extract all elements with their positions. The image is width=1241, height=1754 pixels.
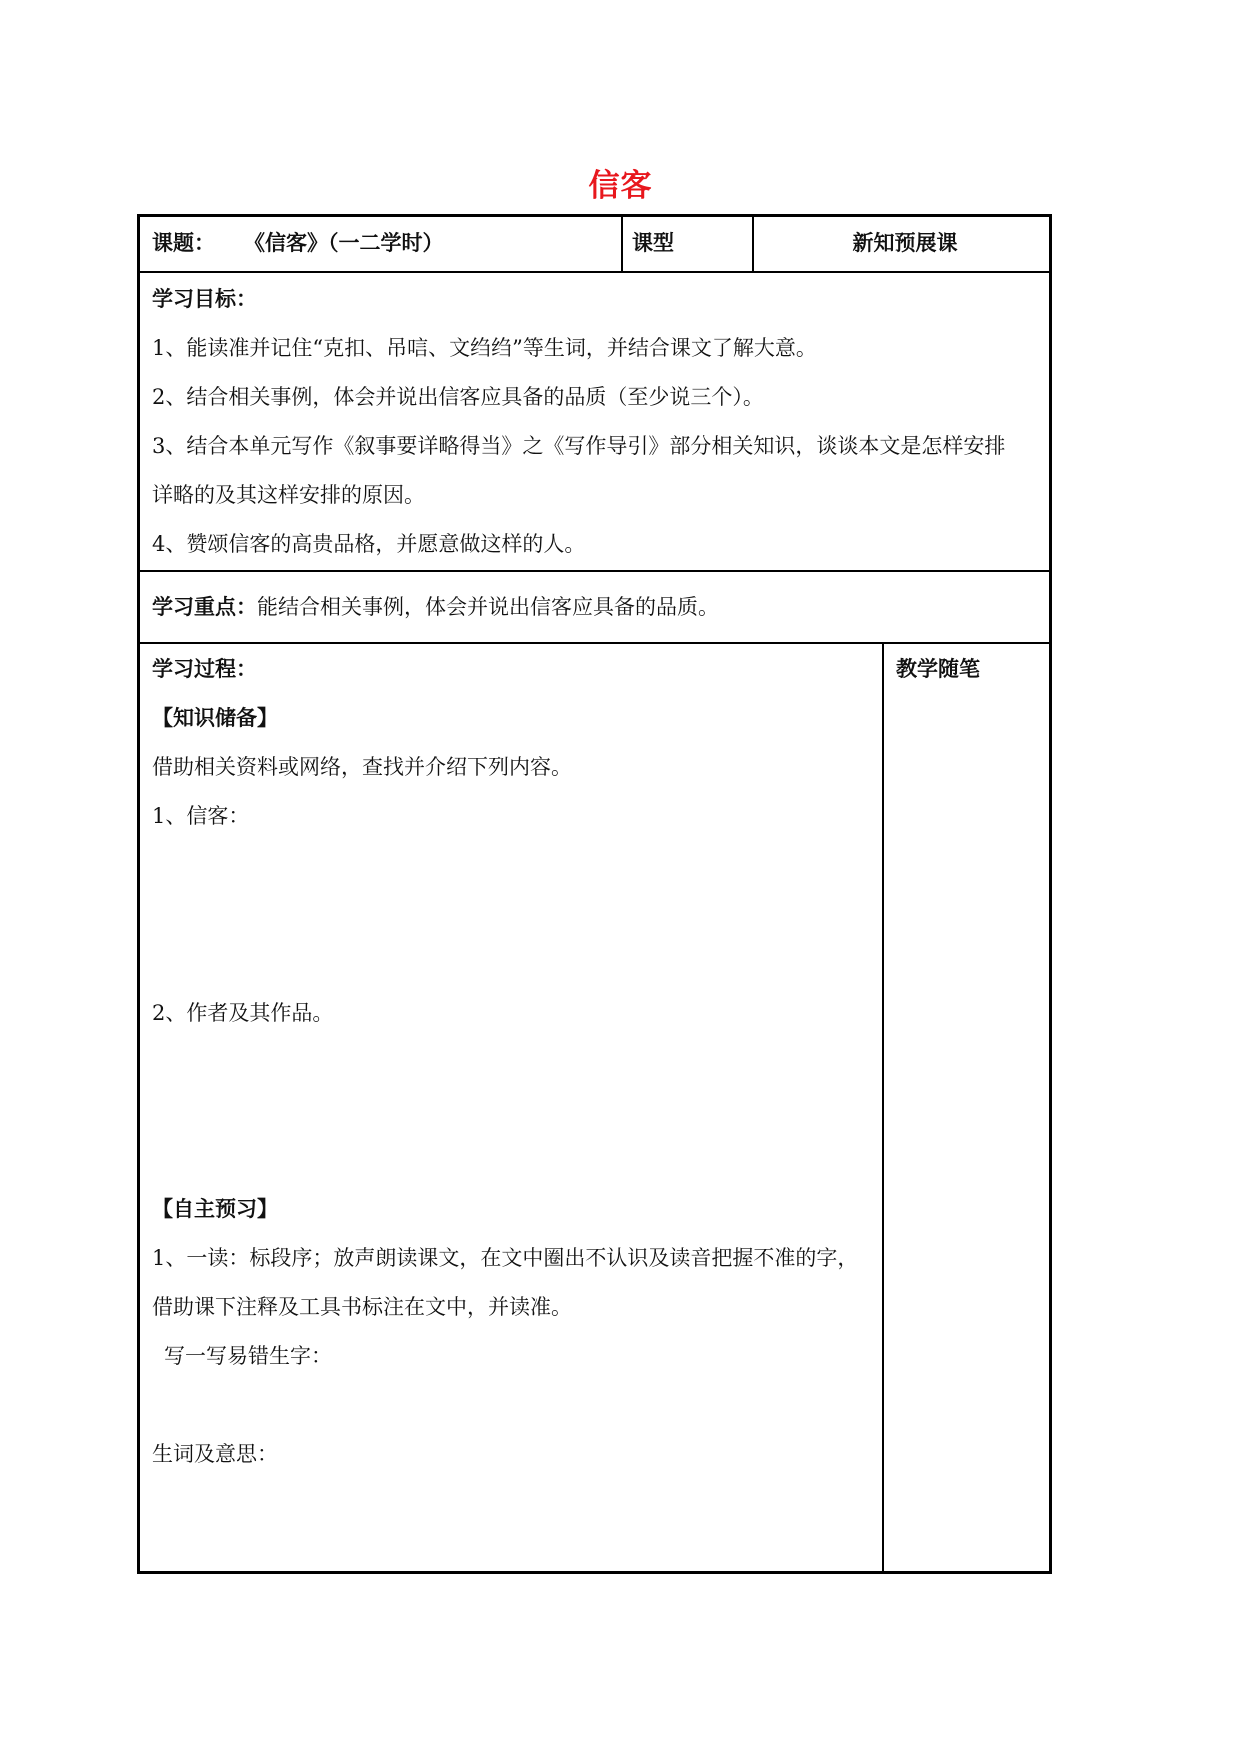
lesson-table <box>137 214 1052 1574</box>
objective-item: 详略的及其这样安排的原因。 <box>152 483 425 507</box>
column-divider <box>621 217 623 271</box>
topic-label: 课题： <box>152 231 215 255</box>
key-point-text: 能结合相关事例，体会并说出信客应具备的品质。 <box>257 595 719 619</box>
knowledge-intro: 借助相关资料或网络，查找并介绍下列内容。 <box>152 755 572 779</box>
objective-item: 3、结合本单元写作《叙事要详略得当》之《写作导引》部分相关知识，谈谈本文是怎样安排 <box>152 434 1006 458</box>
preview-heading: 【自主预习】 <box>152 1197 278 1221</box>
vocabulary-prompt[interactable]: 生词及意思： <box>152 1442 278 1466</box>
question-messenger[interactable]: 1、信客： <box>152 804 250 828</box>
objective-item: 2、结合相关事例，体会并说出信客应具备的品质（至少说三个）。 <box>152 385 764 409</box>
topic-value: 《信客》（一二学时） <box>244 231 444 255</box>
objectives-heading: 学习目标： <box>152 287 257 311</box>
teaching-notes-heading: 教学随笔 <box>896 657 980 681</box>
preview-line: 1、一读：标段序；放声朗读课文，在文中圈出不认识及读音把握不准的字， <box>152 1246 859 1270</box>
row-divider <box>140 271 1049 273</box>
key-point-label: 学习重点： <box>152 595 257 619</box>
row-divider <box>140 642 1049 644</box>
preview-line: 借助课下注释及工具书标注在文中，并读准。 <box>152 1295 572 1319</box>
knowledge-heading: 【知识储备】 <box>152 706 278 730</box>
type-label: 课型 <box>632 231 674 255</box>
question-author[interactable]: 2、作者及其作品。 <box>152 1001 334 1025</box>
objective-item: 4、赞颂信客的高贵品格，并愿意做这样的人。 <box>152 532 586 556</box>
process-heading: 学习过程： <box>152 657 257 681</box>
write-chars-prompt[interactable]: 写一写易错生字： <box>164 1344 332 1368</box>
row-divider <box>140 570 1049 572</box>
objective-item: 1、能读准并记住“克扣、吊唁、文绉绉”等生词，并结合课文了解大意。 <box>152 336 817 360</box>
key-point <box>152 597 719 618</box>
column-divider <box>882 642 884 1571</box>
type-value: 新知预展课 <box>852 231 958 255</box>
document-title: 信客 <box>588 168 653 204</box>
